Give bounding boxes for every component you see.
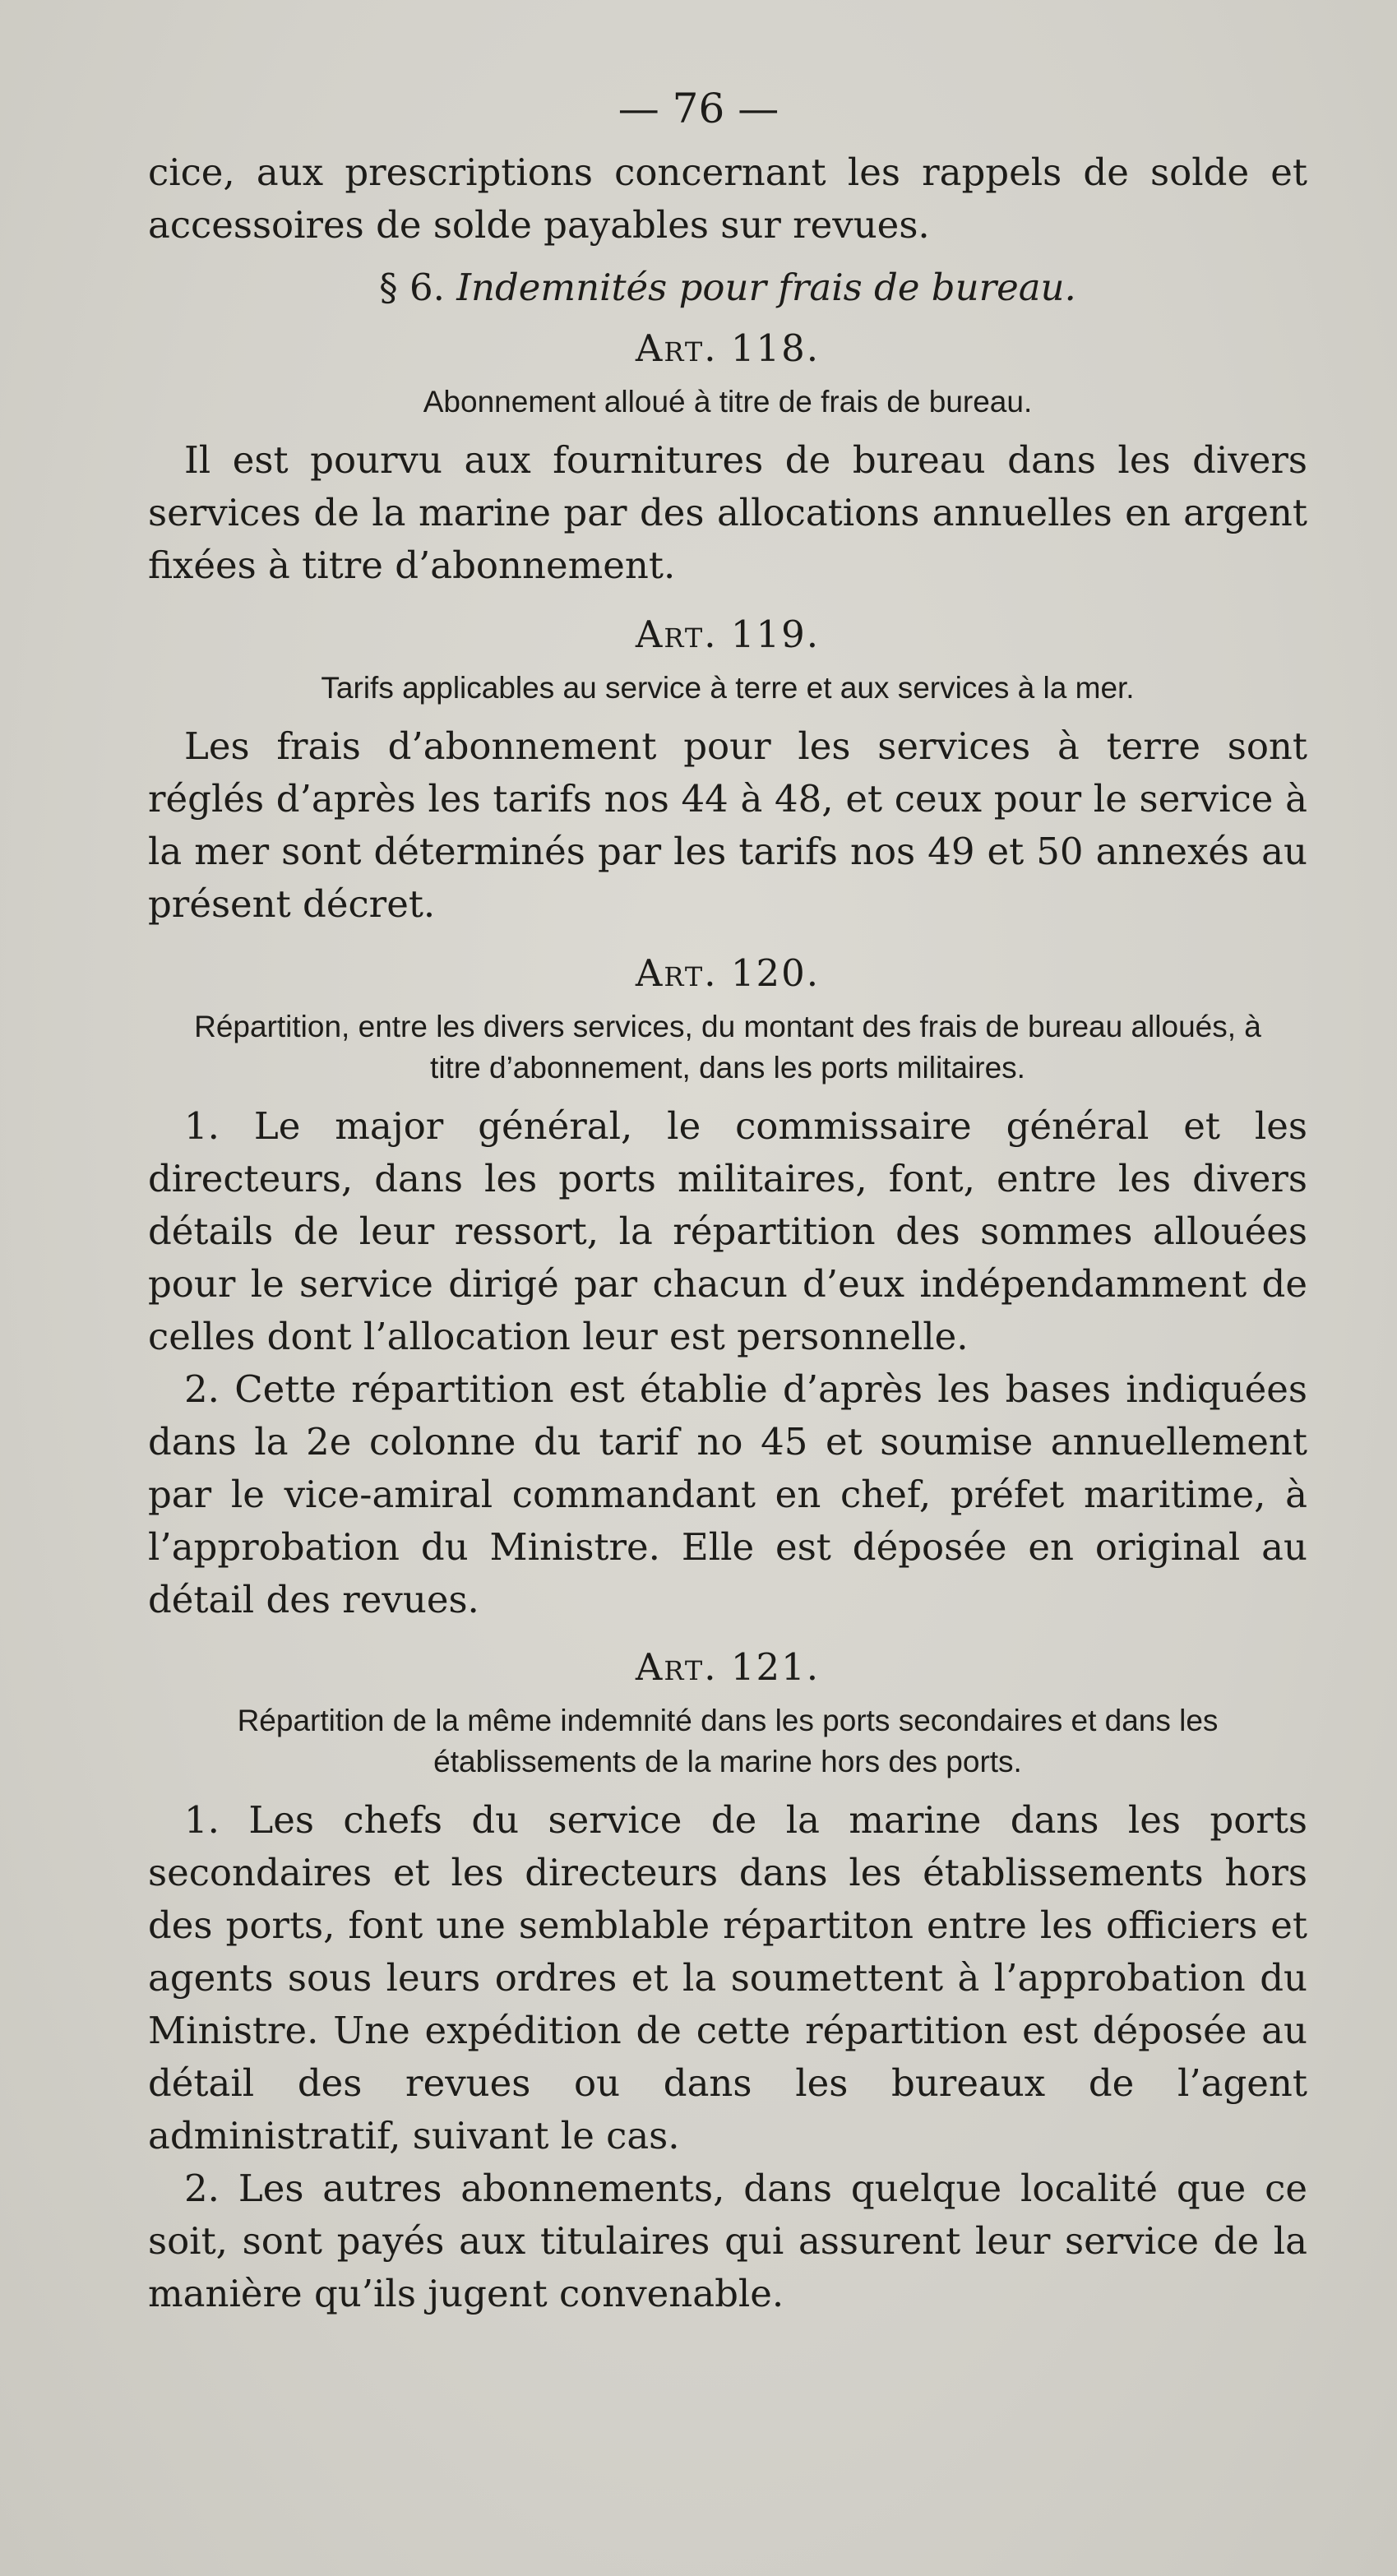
article-heading-120: Art. 120. xyxy=(635,951,821,995)
text-column xyxy=(148,146,1307,2320)
paragraph-continuation: cice, aux prescriptions concernant les rappels de solde et accessoires de solde payables sur revues. xyxy=(148,150,1307,247)
section-title: Indemnités pour frais de bureau. xyxy=(456,266,1076,309)
paragraph-118: Il est pourvu aux fournitures de bureau dans les divers services de la marine par des allocations annuelles en argent fixées à titre d’abonnement. xyxy=(148,438,1307,587)
article-title-121: Répartition de la même indemnité dans les ports secondaires et dans les établissements de la marine hors des ports. xyxy=(237,1704,1219,1778)
article-heading-118: Art. 118. xyxy=(635,326,821,370)
paragraph-120-2: 2. Cette répartition est établie d’après les bases indiquées dans la 2e colonne du tarif no 45 et soumise annuellement par le vice-amiral commandant en chef, préfet maritime, à l’approbation du Ministre. Elle est déposée en original au détail des revues. xyxy=(148,1367,1307,1621)
article-title-120: Répartition, entre les divers services, du montant des frais de bureau alloués, à titre d’abonnement, dans les ports militaires. xyxy=(194,1010,1261,1085)
article-title-118: Abonnement alloué à titre de frais de bureau. xyxy=(423,385,1033,419)
article-title-119: Tarifs applicables au service à terre et aux services à la mer. xyxy=(321,671,1135,705)
section-heading xyxy=(148,261,1307,314)
paragraph-121-1: 1. Les chefs du service de la marine dans les ports secondaires et les directeurs dans les établissements hors des ports, font une semblable répartiton entre les officiers et agents sous leurs ordres et la soumettent à l’approbation du Ministre. Une expédition de cette répartition est déposée au détail des revues ou dans les bureaux de l’agent administratif, suivant le cas. xyxy=(148,1798,1307,2157)
paragraph-119: Les frais d’abonnement pour les services à terre sont réglés d’après les tarifs nos 44 à 48, et ceux pour le service à la mer sont déterminés par les tarifs nos 49 et 50 annexés au présent décret. xyxy=(148,724,1307,926)
page-number: — 76 — xyxy=(618,85,779,132)
article-heading-121: Art. 121. xyxy=(635,1645,821,1689)
paragraph-121-2: 2. Les autres abonnements, dans quelque localité que ce soit, sont payés aux titulaires qui assurent leur service de la manière qu’ils jugent convenable. xyxy=(148,2167,1307,2315)
article-heading-119: Art. 119. xyxy=(635,613,821,656)
section-number: § 6. xyxy=(379,266,445,309)
paragraph-120-1: 1. Le major général, le commissaire général et les directeurs, dans les ports militaires, font, entre les divers détails de leur ressort, la répartition des sommes allouées pour le service dirigé par chacun d’eux indépendamment de celles dont l’allocation leur est personnelle. xyxy=(148,1104,1307,1358)
